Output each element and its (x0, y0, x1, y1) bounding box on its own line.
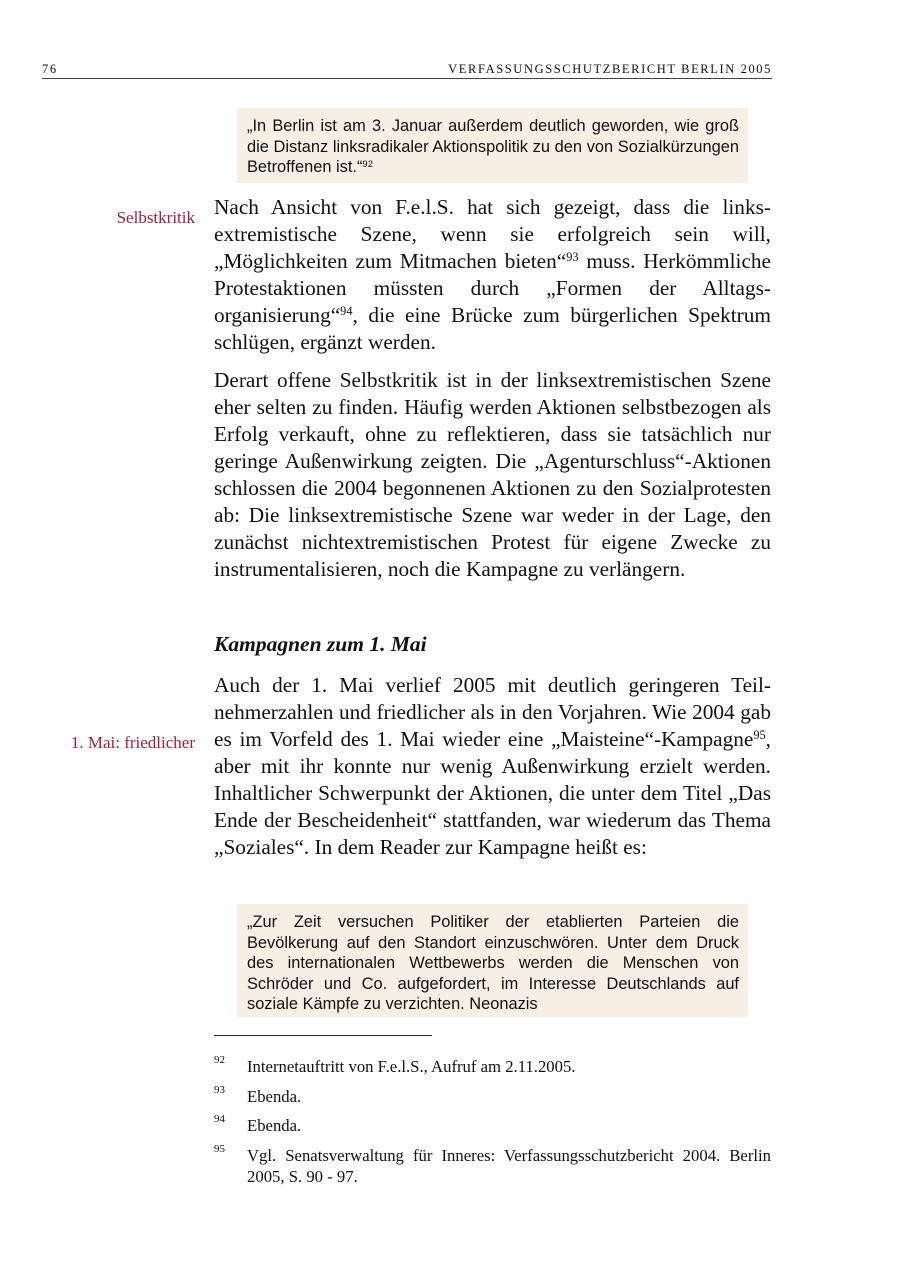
footnote-separator (214, 1035, 432, 1036)
margin-note-selbstkritik: Selbstkritik (116, 208, 195, 227)
page-number: 76 (42, 62, 58, 76)
quote-2-text: „Zur Zeit versuchen Politiker der etablierten Parteien die Bevölkerung auf den Standort einzuschwören. Unter dem Druck des internationalen Wettbewerbs werden die Menschen von Schröder und Co. aufgefordert, im Interesse Deutschlands auf soziale Kämpfe zu verzichten. Neonazis (247, 913, 739, 1014)
paragraph-1-text-a: Nach Ansicht von F.e.l.S. hat sich gezeigt, dass die linksextremistische Szene, wenn sie erfolgreich sein will, „Möglichkeiten zum Mitmachen bieten“ (214, 195, 771, 273)
paragraph-2: Derart offene Selbstkritik ist in der linksextremistischen Szene eher selten zu finden. Häufig werden Aktionen selbstbezogen als Erfolg verkauft, ohne zu reflektieren, dass sie tatsächlich nur geringe Außenwirkung zeigten. Die „Agenturschluss“-Aktionen schlossen die 2004 begonnenen Aktionen zu den Sozialprotesten ab: Die linksextremistische Szene war weder in der Lage, den zunächst nichtextremistischen Protest für eigene Zwecke zu instrumentalisieren, noch die Kampagne zu verlängern. (214, 368, 771, 581)
paragraph-1 (214, 194, 771, 356)
footnote-text: Vgl. Senatsverwaltung für Inneres: Verfassungsschutzbericht 2004. Berlin 2005, S. 90 - 97. (247, 1146, 771, 1186)
footnote-ref-94[interactable]: 94 (340, 304, 353, 319)
footnote-text: Ebenda. (247, 1116, 302, 1135)
footnote-number: 95 (214, 1143, 225, 1155)
footnote-number: 92 (214, 1054, 225, 1066)
section-heading: Kampagnen zum 1. Mai (214, 632, 427, 656)
footnote-ref-92[interactable]: 92 (362, 158, 373, 170)
footnote-93 (214, 1086, 771, 1107)
paragraph-3-text-b: , aber mit ihr konnte nur wenig Außenwirkung erzielt werden. Inhaltlicher Schwerpunkt der Aktionen, die unter dem Titel „Das Ende der Bescheidenheit“ stattfanden, war wiederum das Thema „Soziales“. In dem Reader zur Kampagne heißt es: (214, 727, 771, 859)
footnote-text: Ebenda. (247, 1087, 302, 1106)
paragraph-1-text-c: , die eine Brücke zum bürgerlichen Spektrum schlügen, ergänzt werden. (214, 303, 771, 354)
paragraph-3-text-a: Auch der 1. Mai verlief 2005 mit deutlich geringeren Teilnehmerzahlen und friedlicher als in den Vorjahren. Wie 2004 gab es im Vorfeld des 1. Mai wieder eine „Maisteine“-Kampagne (214, 673, 771, 751)
paragraph-3 (214, 672, 771, 861)
footnote-94 (214, 1115, 771, 1136)
footnote-number: 93 (214, 1084, 225, 1096)
footnote-ref-95[interactable]: 95 (753, 728, 766, 743)
quote-1-text: „In Berlin ist am 3. Januar außerdem deutlich geworden, wie groß die Distanz linksradikaler Aktionspolitik zu den von Sozialkürzungen Betroffenen ist.“ (247, 117, 739, 177)
footnote-95 (214, 1145, 771, 1187)
quote-box-2 (237, 904, 748, 1017)
paragraph-1-text-b: muss. Herkömmliche Protestaktionen müssten durch „Formen der Alltagsorganisierung“ (214, 249, 771, 327)
footnote-ref-93[interactable]: 93 (566, 250, 579, 265)
footnote-text: Internetauftritt von F.e.l.S., Aufruf am 2.11.2005. (247, 1057, 576, 1076)
running-title: VERFASSUNGSSCHUTZBERICHT BERLIN 2005 (448, 62, 772, 76)
footnote-92 (214, 1056, 771, 1077)
running-header (42, 60, 772, 79)
footnote-number: 94 (214, 1113, 225, 1125)
quote-box-1 (237, 108, 748, 183)
margin-note-1-mai: 1. Mai: friedlicher (70, 733, 195, 752)
